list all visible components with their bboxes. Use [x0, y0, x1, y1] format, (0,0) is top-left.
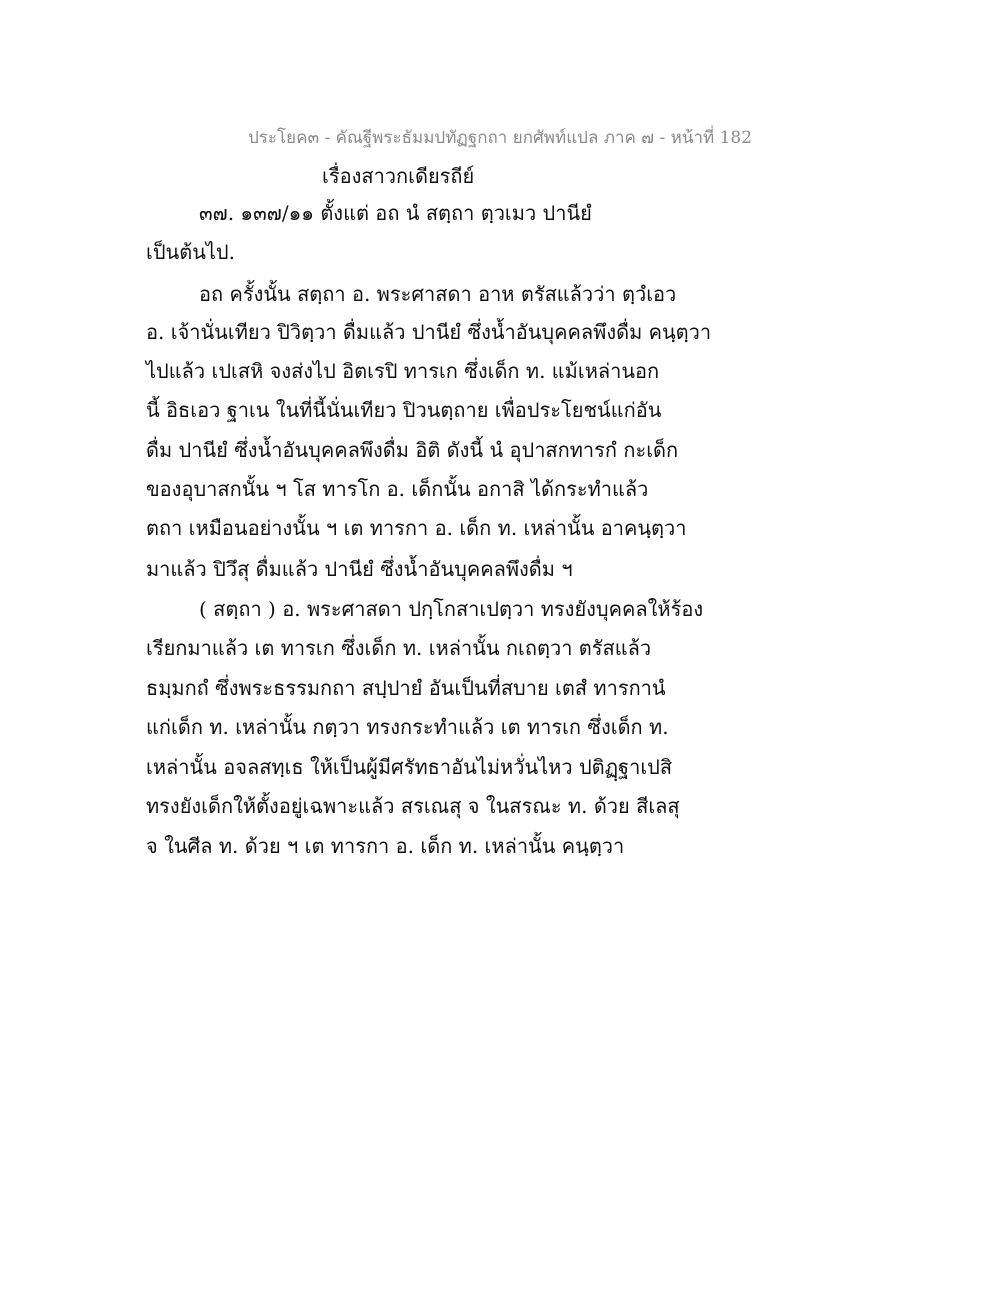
body-line: ทรงยังเด็กให้ตั้งอยู่เฉพาะแล้ว สรเณสุ จ ในสรณะ ท. ด้วย สีเลสุ	[146, 794, 680, 818]
body-line: เหล่านั้น อจลสทฺเธ ให้เป็นผู้มีศรัทธาอันไม่หวั่นไหว ปติฏฺฐาเปสิ	[146, 755, 673, 779]
body-line: นี้ อิธเอว ฐาเน ในที่นี้นั่นเทียว ปิวนตฺถาย เพื่อประโยชน์แก่อัน	[146, 398, 662, 422]
body-line: ๓๗. ๑๓๗/๑๑ ตั้งแต่ อถ นํ สตฺถา ตฺวเมว ปานียํ	[199, 201, 592, 225]
body-line: ธมฺมกถํ ซึ่งพระธรรมกถา สปฺปายํ อันเป็นที่สบาย เตสํ ทารกานํ	[146, 676, 666, 700]
body-line: ดื่ม ปานียํ ซึ่งน้ำอันบุคคลพึงดื่ม อิติ ดังนี้ นํ อุปาสกทารกํ กะเด็ก	[146, 438, 679, 462]
running-head	[0, 124, 1000, 151]
body-line: อถ ครั้งนั้น สตฺถา อ. พระศาสดา อาห ตรัสแล้วว่า ตฺวํเอว	[199, 282, 677, 306]
body-line: จ ในศีล ท. ด้วย ฯ เต ทารกา อ. เด็ก ท. เหล่านั้น คนฺตฺวา	[146, 834, 625, 858]
body-line: อ. เจ้านั่นเทียว ปิวิตฺวา ดื่มแล้ว ปานียํ ซึ่งน้ำอันบุคคลพึงดื่ม คนฺตฺวา	[146, 320, 712, 344]
story-title: เรื่องสาวกเดียรถีย์	[322, 164, 475, 188]
body-line: แก่เด็ก ท. เหล่านั้น กตฺวา ทรงกระทำแล้ว เต ทารเก ซึ่งเด็ก ท.	[146, 715, 669, 739]
body-line: ของอุบาสกนั้น ฯ โส ทารโก อ. เด็กนั้น อกาสิ ได้กระทำแล้ว	[146, 477, 649, 501]
body-line: เป็นต้นไป.	[146, 240, 235, 264]
body-line: ไปแล้ว เปเสหิ จงส่งไป อิตเรปิ ทารเก ซึ่งเด็ก ท. แม้เหล่านอก	[146, 359, 660, 383]
body-line: เรียกมาแล้ว เต ทารเก ซึ่งเด็ก ท. เหล่านั้น กเถตฺวา ตรัสแล้ว	[146, 636, 652, 660]
body-line: ตถา เหมือนอย่างนั้น ฯ เต ทารกา อ. เด็ก ท. เหล่านั้น อาคนฺตฺวา	[146, 516, 687, 540]
body-line: มาแล้ว ปิวึสุ ดื่มแล้ว ปานียํ ซึ่งน้ำอันบุคคลพึงดื่ม ฯ	[146, 557, 573, 581]
running-head-text: ประโยค๓ - คัณฐีพระธัมมปทัฏฐกถา ยกศัพท์แปล ภาค ๗ - หน้าที่ 182	[247, 128, 753, 148]
body-line: ( สตฺถา ) อ. พระศาสดา ปกฺโกสาเปตฺวา ทรงยังบุคคลให้ร้อง	[199, 597, 704, 621]
